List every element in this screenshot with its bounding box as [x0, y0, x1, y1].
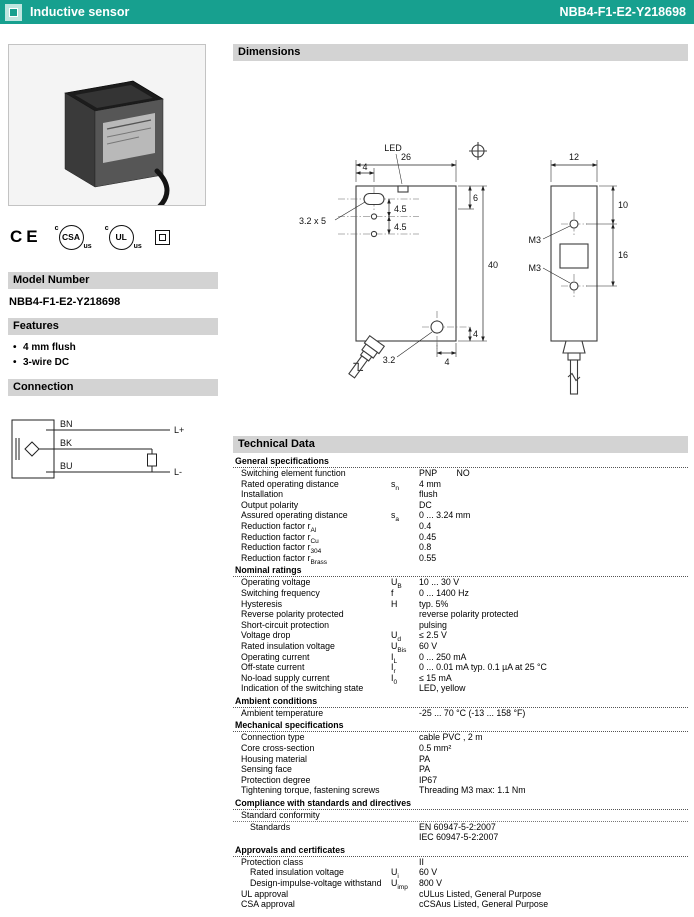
- table-section-header: Ambient conditions: [233, 695, 688, 708]
- terminal-l-plus: L+: [174, 425, 185, 435]
- dim-side-top: 10: [618, 200, 629, 210]
- dim-led-offset: 4: [362, 162, 368, 172]
- page-title: Inductive sensor: [30, 5, 130, 19]
- certifications: [8, 216, 218, 258]
- table-row: Reverse polarity protected reverse polarity protected: [241, 609, 519, 620]
- table-row: Reduction factor $r_{304}$ 0.8: [241, 542, 432, 555]
- ul-logo: [105, 225, 142, 250]
- table-row: Output polarity DC: [241, 499, 432, 510]
- table-row: Operating voltage $U_B$ 10 ... 30 V: [241, 577, 460, 591]
- table-row: Reduction factor $r_{Brass}$ 0.55: [241, 552, 437, 566]
- product-photo-illustration: [9, 45, 206, 206]
- table-row: CSA approval cCSAus Listed, General Purpose: [241, 899, 549, 910]
- ce-mark: CE: [10, 227, 42, 246]
- dimensions-header: Dimensions: [233, 44, 688, 61]
- dim-pitch-b: 4.5: [394, 222, 407, 232]
- dim-front-width: 26: [400, 152, 412, 162]
- dim-depth-top: 6: [473, 193, 479, 203]
- product-photo: [8, 44, 206, 206]
- table-section-header: General specifications: [233, 455, 688, 468]
- table-section-header: Approvals and certificates: [233, 844, 688, 857]
- dim-height: 40: [488, 260, 499, 270]
- front-cable: [344, 336, 384, 381]
- front-view: [299, 142, 498, 381]
- dimensions-drawing-svg: [241, 91, 681, 421]
- table-row: Short-circuit protection pulsing: [241, 619, 447, 630]
- csa-label: CSA: [62, 232, 80, 242]
- table-section-header: Mechanical specifications: [233, 719, 688, 732]
- features-header: Features: [8, 318, 218, 335]
- table-row: Reduction factor $r_{Cu}$ 0.45: [241, 531, 437, 545]
- table-row: Standard conformity: [233, 810, 688, 822]
- table-row: Design-impulse-voltage withstand $U_{imp}$ 800 V: [250, 878, 442, 891]
- table-row: Rated insulation voltage $U_i$ 60 V: [250, 867, 438, 881]
- features-list: [8, 335, 218, 379]
- header-bar: [0, 0, 694, 24]
- position-tolerance-icon: [469, 142, 487, 160]
- table-row: Reduction factor $r_{Al}$ 0.4: [241, 520, 432, 534]
- brand-logo-inner-icon: [9, 8, 18, 17]
- table-section-header: Compliance with standards and directives: [233, 797, 688, 810]
- csa-us-label: us: [83, 242, 92, 250]
- led-label: LED: [384, 143, 402, 153]
- protection-class-icon: [155, 230, 170, 245]
- protection-class-inner-icon: [159, 234, 166, 241]
- ul-label: UL: [115, 232, 127, 242]
- dim-m3-top: M3: [528, 235, 541, 245]
- table-row: Assured operating distance $s_a$ 0 ... 3.24 mm: [241, 510, 471, 524]
- model-number-value: NBB4-F1-E2-Y218698: [9, 296, 121, 308]
- table-row: Operating current $I_L$ 0 ... 250 mA: [241, 651, 467, 665]
- feature-item: • 3-wire DC: [13, 357, 70, 368]
- dimensions-drawing: [233, 61, 688, 433]
- left-column: [8, 44, 218, 497]
- dim-side-width: 12: [568, 152, 580, 162]
- connection-diagram-svg: [8, 408, 213, 492]
- header-model-number: NBB4-F1-E2-Y218698: [559, 5, 686, 19]
- table-row: Indication of the switching state LED, yellow: [241, 683, 466, 694]
- table-row: Sensing face PA: [241, 764, 431, 775]
- table-row: Rated insulation voltage $U_{Bis}$ 60 V: [241, 640, 438, 654]
- dim-hole-edge: 4: [473, 329, 479, 339]
- brand-logo-icon: [5, 4, 22, 21]
- table-row: Voltage drop $U_d$ ≤ 2.5 V: [241, 630, 447, 644]
- ul-c-label: c: [104, 224, 109, 232]
- dim-slot: 3.2 x 5: [299, 216, 327, 226]
- feature-item: • 4 mm flush: [13, 342, 76, 353]
- csa-c-label: c: [54, 224, 59, 232]
- table-section-header: Nominal ratings: [233, 564, 688, 577]
- table-row: UL approval cULus Listed, General Purpose: [241, 888, 542, 899]
- dim-m3-bottom: M3: [528, 263, 541, 273]
- right-column: [233, 44, 688, 910]
- table-row: Rated operating distance $s_n$ 4 mm: [241, 478, 441, 492]
- table-row: Installation flush: [241, 489, 438, 500]
- technical-data-table: [233, 453, 688, 910]
- table-row: No-load supply current $I_0$ ≤ 15 mA: [241, 672, 452, 686]
- table-row: Connection type cable PVC , 2 m: [241, 732, 483, 743]
- table-row: Switching frequency f 0 ... 1400 Hz: [241, 587, 469, 598]
- terminal-l-minus: L-: [174, 467, 183, 477]
- table-row: Protection class II: [241, 856, 424, 867]
- technical-data-header: Technical Data: [233, 436, 688, 453]
- dim-hole-dia: 3.2: [382, 355, 396, 365]
- wire-label-bn: BN: [60, 419, 73, 429]
- connection-diagram: [8, 396, 218, 497]
- side-cable: [563, 341, 585, 394]
- table-row: Off-state current $I_r$ 0 ... 0.01 mA typ. 0.1 µA at 25 °C: [241, 662, 547, 675]
- table-row: Core cross-section 0.5 mm²: [241, 743, 452, 754]
- csa-circle-icon: [59, 225, 84, 250]
- table-row: Switching element function PNP NO: [241, 468, 470, 478]
- wire-label-bk: BK: [60, 438, 73, 448]
- table-row: Ambient temperature -25 ... 70 °C (-13 ... 158 °F): [241, 707, 526, 718]
- table-row: Protection degree IP67: [241, 774, 438, 785]
- model-number-header: Model Number: [8, 272, 218, 289]
- dim-hole-bottom: 4: [444, 357, 450, 367]
- side-view: [528, 152, 628, 394]
- ul-circle-icon: [109, 225, 134, 250]
- csa-logo: [55, 225, 92, 250]
- table-row: Hysteresis H typ. 5%: [241, 598, 449, 609]
- table-row: Standards EN 60947-5-2:2007 IEC 60947-5-2:2007: [250, 821, 499, 843]
- table-row: Housing material PA: [241, 753, 431, 764]
- dim-side-pitch: 16: [618, 250, 629, 260]
- connection-header: Connection: [8, 379, 218, 396]
- dim-pitch-a: 4.5: [394, 204, 407, 214]
- wire-label-bu: BU: [60, 461, 73, 471]
- table-row: Tightening torque, fastening screws Threading M3 max: 1.1 Nm: [241, 785, 526, 796]
- ul-us-label: us: [133, 242, 142, 250]
